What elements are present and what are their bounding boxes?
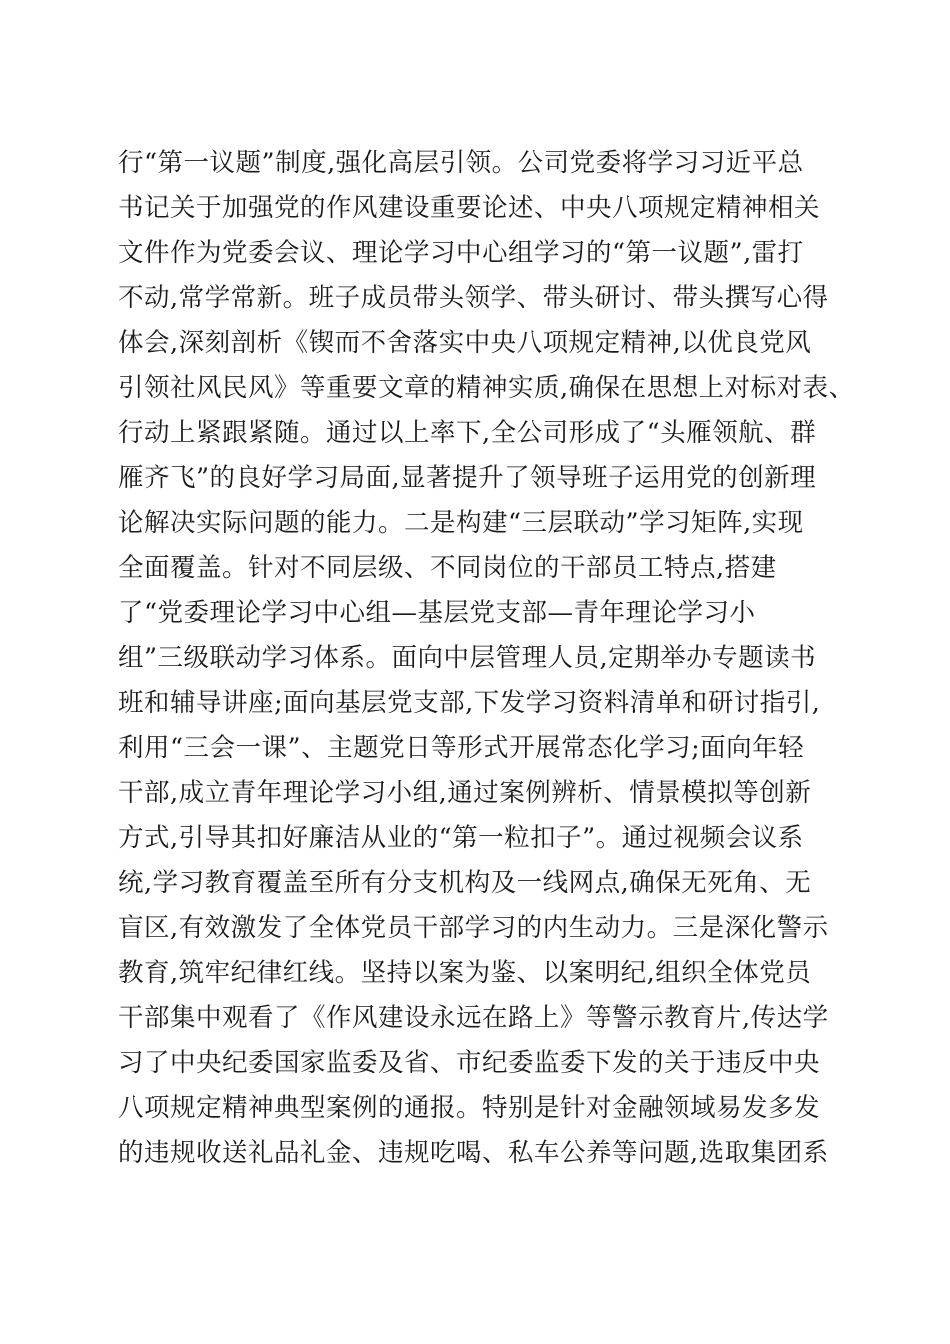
text-line: 行“第一议题”制度,强化高层引领。公司党委将学习习近平总	[118, 148, 804, 178]
text-line: 组”三级联动学习体系。面向中层管理人员,定期举办专题读书	[118, 643, 817, 673]
text-line: 班和辅导讲座;面向基层党支部,下发学习资料清单和研讨指引,	[118, 688, 821, 718]
text-line: 引领社风民风》等重要文章的精神实质,确保在思想上对标对表、	[118, 373, 855, 403]
text-line: 不动,常学常新。班子成员带头领学、带头研讨、带头撰写心得	[118, 283, 829, 313]
text-line: 雁齐飞”的良好学习局面,显著提升了领导班子运用党的创新理	[118, 463, 817, 493]
text-line: 利用“三会一课”、主题党日等形式开展常态化学习;面向年轻	[118, 733, 805, 763]
body-text	[118, 141, 855, 1176]
text-line: 全面覆盖。针对不同层级、不同岗位的干部员工特点,搭建	[118, 553, 777, 583]
text-line: 盲区,有效激发了全体党员干部学习的内生动力。三是深化警示	[118, 913, 829, 943]
text-line: 了“党委理论学习中心组—基层党支部—青年理论学习小	[118, 598, 756, 628]
text-line: 行动上紧跟紧随。通过以上率下,全公司形成了“头雁领航、群	[118, 418, 817, 448]
text-line: 干部,成立青年理论学习小组,通过案例辨析、情景模拟等创新	[118, 778, 812, 808]
text-line: 书记关于加强党的作风建设重要论述、中央八项规定精神相关	[118, 193, 821, 223]
text-line: 体会,深刻剖析《锲而不舍落实中央八项规定精神,以优良党风	[118, 328, 812, 358]
text-line: 教育,筑牢纪律红线。坚持以案为鉴、以案明纪,组织全体党员	[118, 958, 812, 988]
text-line: 论解决实际问题的能力。二是构建“三层联动”学习矩阵,实现	[118, 508, 804, 538]
text-line: 习了中央纪委国家监委及省、市纪委监委下发的关于违反中央	[118, 1048, 821, 1078]
text-line: 方式,引导其扣好廉洁从业的“第一粒扣子”。通过视频会议系	[118, 823, 804, 853]
text-line: 干部集中观看了《作风建设永远在路上》等警示教育片,传达学	[118, 1003, 829, 1033]
text-line: 文件作为党委会议、理论学习中心组学习的“第一议题”,雷打	[118, 238, 804, 268]
text-line: 八项规定精神典型案例的通报。特别是针对金融领域易发多发	[118, 1093, 821, 1123]
text-line: 的违规收送礼品礼金、违规吃喝、私车公养等问题,选取集团系	[118, 1138, 829, 1168]
text-line: 统,学习教育覆盖至所有分支机构及一线网点,确保无死角、无	[118, 868, 812, 898]
